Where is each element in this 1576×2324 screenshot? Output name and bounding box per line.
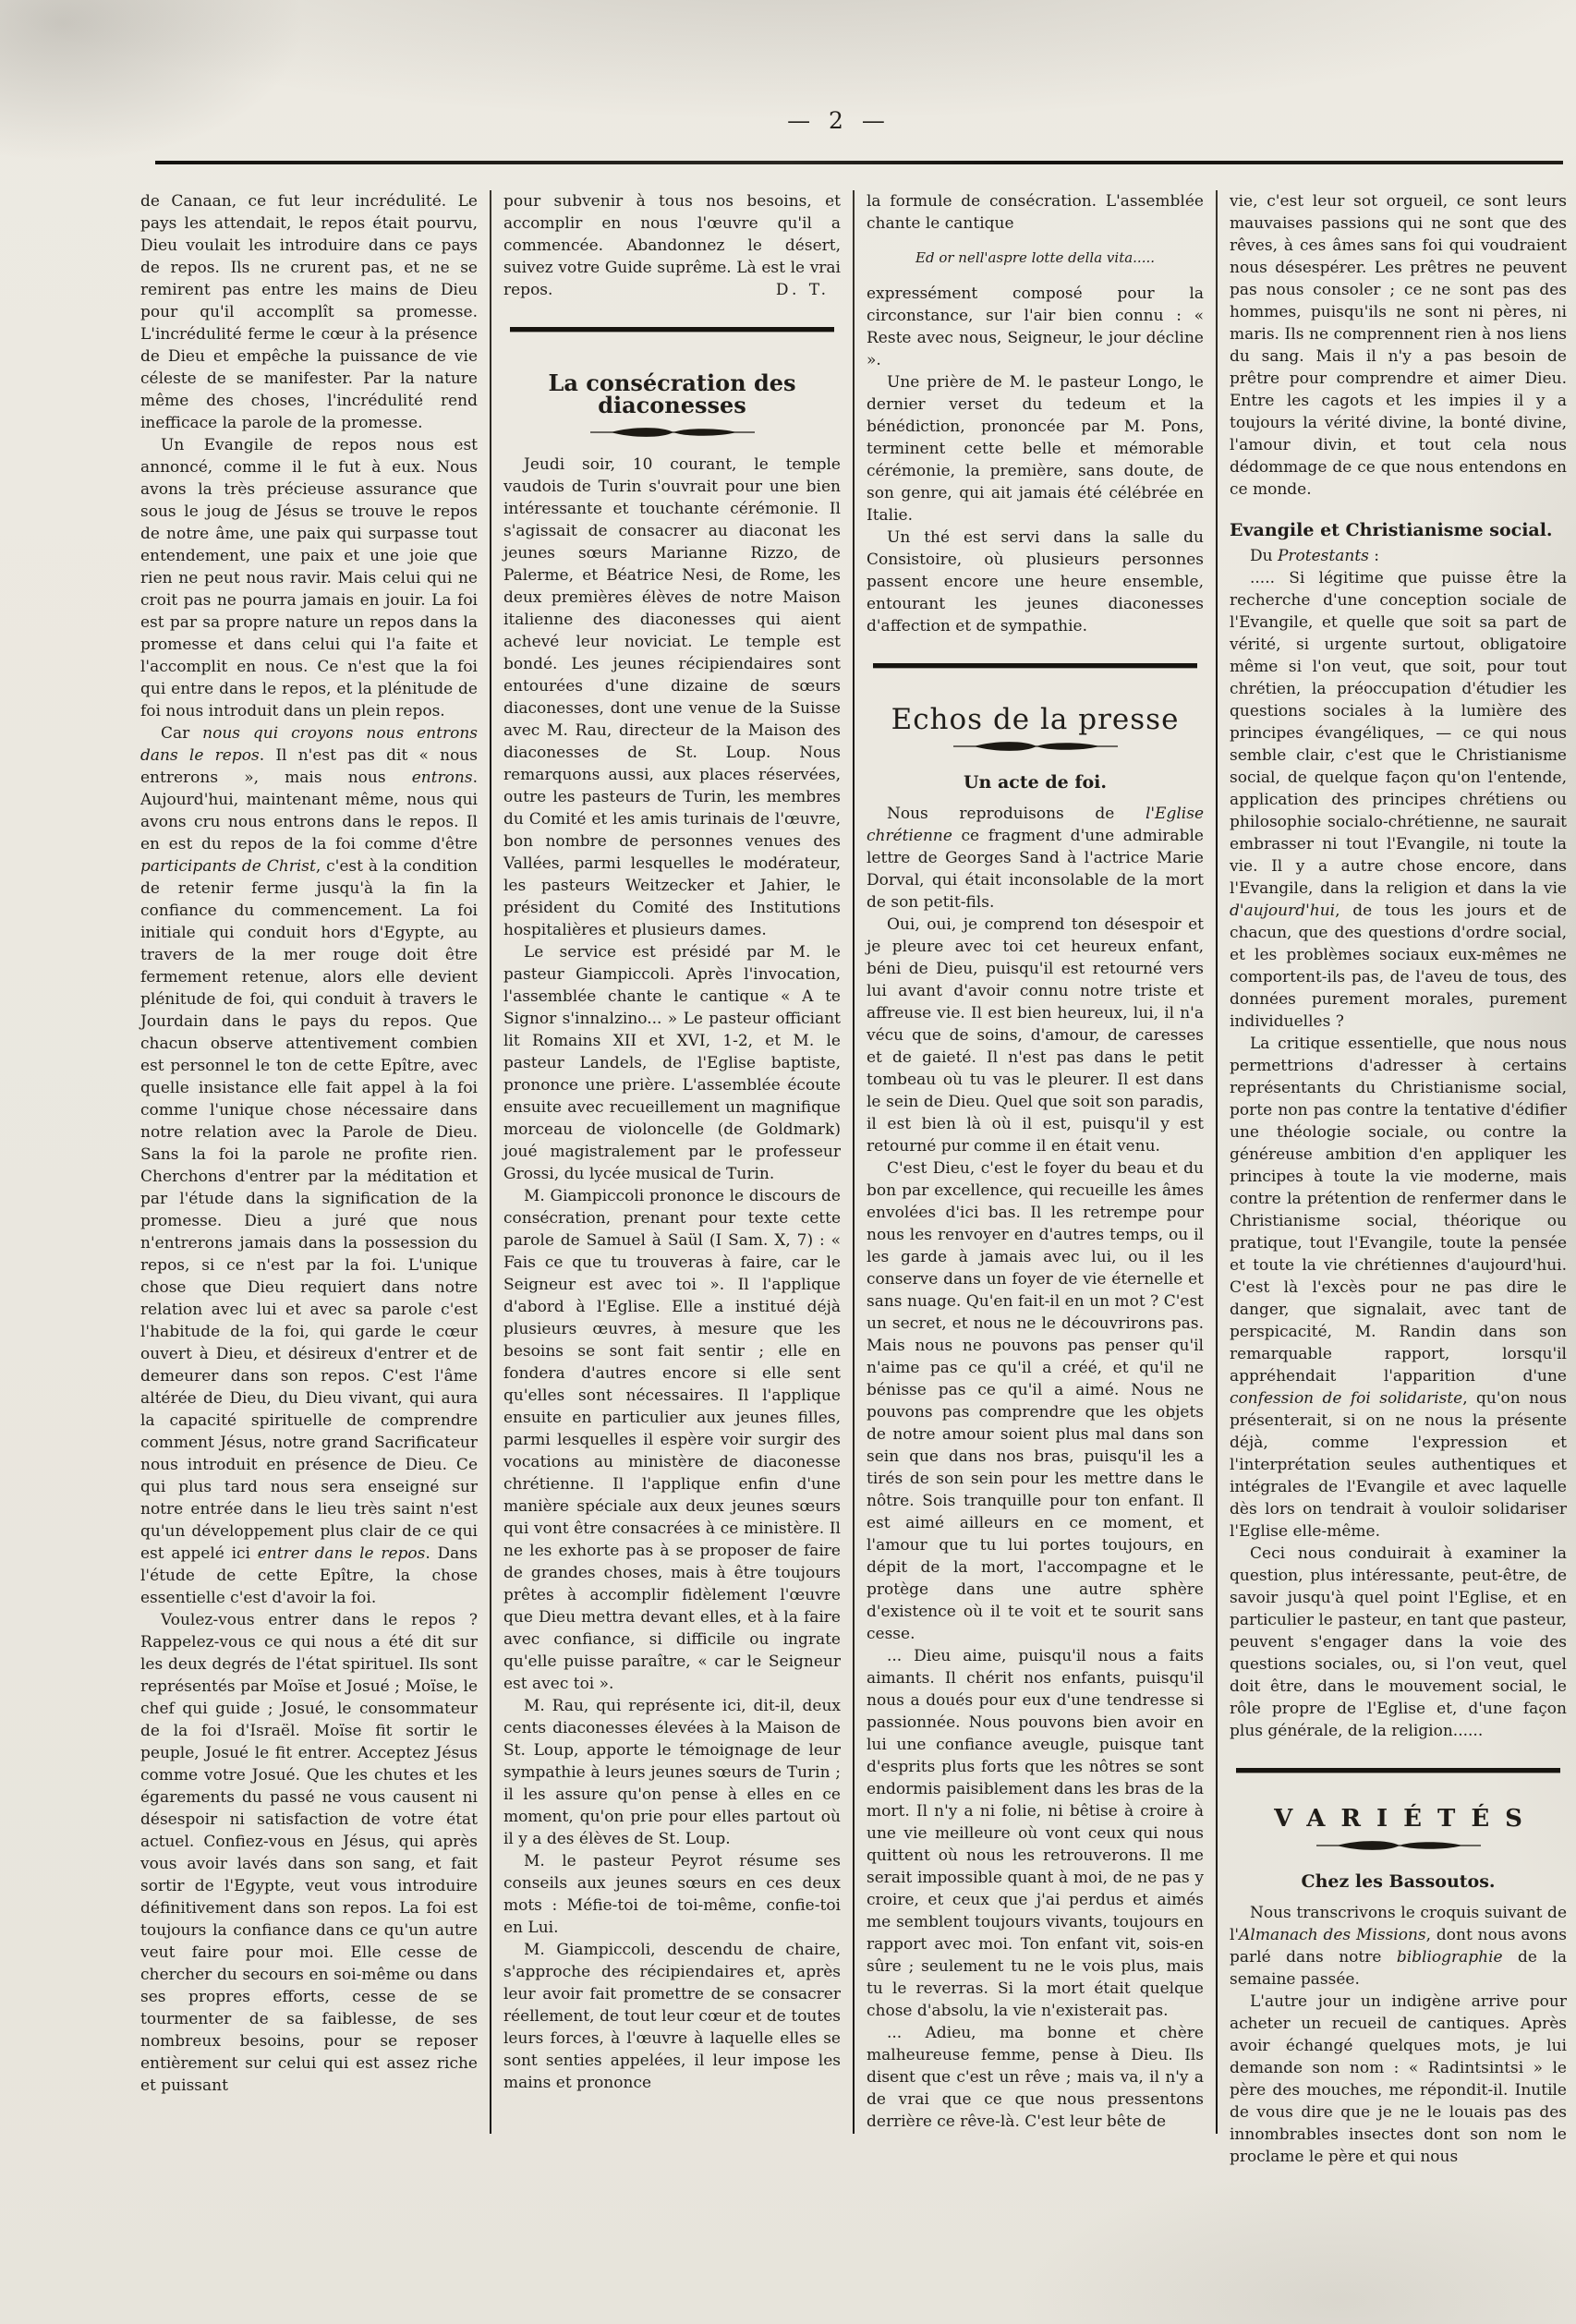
column-4 [1230, 190, 1567, 2168]
paragraph: pour subvenir à tous nos besoins, et accomplir en nous l'œuvre qu'il a commencée. Abandonnez le désert, suivez votre Guide suprême. Là est le vrai repos. [503, 192, 841, 299]
article-subheading: Evangile et Christianisme social. [1230, 520, 1553, 540]
paragraph: Car nous qui croyons nous entrons dans le repos. Il n'est pas dit « nous entrerons », mais nous entrons. Aujourd'hui, maintenant même, nous qui avons cru nous entrons dans le repos. Il en est du repos de la foi comme d'être participants de Christ, c'est à la condition de retenir ferme jusqu'à la fin la confiance du commencement. La foi initiale qui conduit hors d'Egypte, au travers de la mer rouge doit être fermement retenue, alors elle devient plénitude de foi, qui conduit à travers le Jourdain dans le pays du repos. Que chacun observe attentivement combien est personnel le ton de cette Epître, avec quelle insistance elle fait appel à la foi comme l'unique chose nécessaire dans notre relation avec la Parole de Dieu. Sans la foi la parole ne profite rien. Cherchons d'entrer par la méditation et par l'étude dans la signification de la promesse. Dieu a juré que nous n'entrerons jamais dans la possession du repos, si ce n'est par la foi. L'unique chose que Dieu requiert dans notre relation avec lui et avec sa parole c'est l'habitude de la foi, qui garde le cœur ouvert à Dieu, et désireux d'entrer et de demeurer dans son repos. C'est l'âme altérée de Dieu, du Dieu vivant, qui aura la capacité spirituelle de comprendre comment Jésus, notre grand Sacrificateur nous introduit en présence de Dieu. Ce qui plus tard nous sera enseigné sur notre entrée dans le lieu très saint n'est qu'un développement plus clair de ce qui est appelé ici entrer dans le repos. Dans l'étude de cette Epître, la chose essentielle c'est d'avoir la foi. [140, 724, 479, 1607]
column-divider-3 [1216, 190, 1218, 2134]
column-divider-1 [490, 190, 491, 2134]
ornament-divider [503, 426, 841, 439]
paragraph: Un thé est servi dans la salle du Consistoire, où plusieurs personnes passent encore une heure ensemble, entourant les jeunes diaconesses d'affection et de sympathie. [867, 528, 1204, 635]
header-rule [155, 161, 1563, 164]
paragraph: M. Giampiccoli prononce le discours de consécration, prenant pour texte cette parole de Samuel à Saül (I Sam. X, 7) : « Fais ce que tu trouveras à faire, car le Seigneur est avec toi ». Il l'applique d'abord à l'Eglise. Elle a institué déjà plusieurs œuvres, à mesure que les besoins se sont fait sentir ; elle en fondera d'autres encore si elle sent qu'elles sont nécessaires. Il l'applique ensuite en particulier aux jeunes filles, parmi lesquelles il espère voir surgir des vocations au ministère de diaconesse chrétienne. Il l'applique enfin d'une manière spéciale aux deux jeunes sœurs qui vont être consacrées à ce ministère. Il ne les exhorte pas à se proposer de faire de grandes choses, mais à être toujours prêtes à accomplir fidèlement l'œuvre que Dieu mettra devant elles, et à la faire avec confiance, si difficile ou ingrate qu'elle puisse paraître, « car le Seigneur est avec toi ». [503, 1187, 841, 1693]
page-number: — 2 — [787, 107, 891, 134]
columns-container [140, 190, 1567, 2168]
paragraph: vie, c'est leur sot orgueil, ce sont leurs mauvaises passions qui ne sont que des rêves, à ces âmes sans foi qui voudraient nous désespérer. Les prêtres ne peuvent pas nous consoler ; ce ne sont pas des hommes, puisqu'ils ne sont ni pères, ni maris. Ils ne comprennent rien à nos liens du sang. Mais il n'y a pas besoin de prêtre pour comprendre et aimer Dieu. Entre les cagots et les impies il y a toujours la vérité divine, la bonté divine, l'amour divin, et tout cela nous dédommage de ce que nous entendons en ce monde. [1230, 192, 1567, 499]
ornament-icon [948, 740, 1123, 753]
paragraph: M. le pasteur Peyrot résume ses conseils aux jeunes sœurs en ces deux mots : Méfie-toi de toi-même, confie-toi en Lui. [503, 1852, 841, 1937]
paragraph: ..... Si légitime que puisse être la recherche d'une conception sociale de l'Evangile, et quelle que soit sa part de vérité, si urgente surtout, obligatoire même si l'on veut, que soit, pour tout chrétien, la préoccupation d'étudier les questions sociales à la lumière des principes évangéliques, — ce qui nous semble clair, c'est que le Christianisme social, de quelque façon qu'on l'entende, application des principes chrétiens ou philosophie socialo-chrétienne, ne saurait embrasser ni tout l'Evangile, ni toute la vie. Il y a autre chose encore, dans l'Evangile, dans la religion et dans la vie d'aujourd'hui, de tous les jours et de chacun, que des questions d'ordre social, et les problèmes sociaux eux-mêmes ne comportent-ils pas, de l'aveu de tous, des données purement morales, purement individuelles ? [1230, 569, 1567, 1031]
paragraph: Ceci nous conduirait à examiner la question, plus intéressante, peut-être, de savoir jusqu'à quel point l'Eglise, et en particulier le pasteur, en tant que pasteur, peuvent s'engager dans la voie des questions sociales, ou, si l'on veut, quel doit être, dans le mouvement social, le rôle propre de l'Eglise et, d'une façon plus générale, de la religion...... [1230, 1544, 1568, 1740]
column-2 [503, 190, 841, 2094]
paragraph: L'autre jour un indigène arrive pour acheter un recueil de cantiques. Après avoir échangé quelques mots, je lui demande son nom : « Radintsintsi » le père des mouches, me répondit-il. Inutile de vous dire que je ne le louais pas des innombrables insectes dont son nom le proclame le père et qui nous [1230, 1992, 1567, 2166]
paragraph: de Canaan, ce fut leur incrédulité. Le pays les attendait, le repos était pourvu, Dieu voulait les introduire dans ce pays de repos. Ils ne crurent pas, et ne se remirent pas entre les mains de Dieu pour qu'il accomplît sa promesse. L'incrédulité ferme le cœur à la présence de Dieu et empêche la puissance de vie céleste de se manifester. Par la nature même des choses, l'incrédulité rend inefficace la parole de la promesse. [140, 192, 478, 432]
column-divider-2 [853, 190, 855, 2134]
article-subheading: Chez les Bassoutos. [1301, 1871, 1496, 1892]
paragraph: Nous transcrivons le croquis suivant de l'Almanach des Missions, dont nous avons parlé dans notre bibliographie de la semaine passée. [1230, 1904, 1567, 1989]
paragraph: Le service est présidé par M. le pasteur Giampiccoli. Après l'invocation, l'assemblée chante le cantique « A te Signor s'innalzino... » Le pasteur officiant lit Romains XII et XVI, 1-2, et M. le pasteur Landels, de l'Eglise baptiste, prononce une prière. L'assemblée écoute ensuite avec recueillement un magnifique morceau de violoncelle (de Goldmark) joué magistralement par le professeur Grossi, du lycée musical de Turin. [503, 943, 841, 1183]
article-headline: La consécration des diaconesses [548, 369, 796, 418]
article-headline: Echos de la presse [891, 703, 1180, 736]
ornament-divider [1230, 1839, 1567, 1852]
paragraph: C'est Dieu, c'est le foyer du beau et du bon par excellence, qui recueille les âmes envolées d'ici bas. Il les retrempe pour nous les renvoyer en d'autres temps, ou il les garde à jamais avec lui, ou il les conserve dans un foyer de vie éternelle et sans nuage. Qu'en fait-il en un mot ? C'est un secret, et nous ne le découvrirons pas. Mais nous ne pouvons pas penser qu'il n'aime pas ce qu'il a créé, et qu'il ne bénisse pas ce qu'il a aimé. Nous ne pouvons pas comprendre que les objets de notre amour soient plus mal dans son sein que dans nos bras, puisqu'il les a tirés de son sein pour les mettre dans le nôtre. Sois tranquille pour ton enfant. Il est aimé ailleurs en ce moment, et l'amour que tu lui portes toujours, en dépit de la mort, l'accompagne et le protège dans une autre sphère d'existence où il te voit et te sourit sans cesse. [867, 1159, 1204, 1643]
paragraph: la formule de consécration. L'assemblée chante le cantique [867, 192, 1204, 233]
section-divider-rule [1236, 1768, 1559, 1773]
hymn-line: Ed or nell'aspre lotte della vita..... [915, 249, 1155, 266]
paragraph: Nous reproduisons de l'Eglise chrétienne ce fragment d'une admirable lettre de Georges Sand à l'actrice Marie Dorval, qui était inconsolable de la mort de son petit-fils. [867, 805, 1204, 912]
paragraph: expressément composé pour la circonstance, sur l'air bien connu : « Reste avec nous, Seigneur, le jour décline ». [867, 284, 1204, 369]
section-divider-rule [510, 327, 833, 332]
paragraph: Voulez-vous entrer dans le repos ? Rappelez-vous ce qui nous a été dit sur les deux degrés de l'état spirituel. Ils sont représentés par Moïse et Josué ; Moïse, le chef qui guide ; Josué, le consommateur de la foi d'Israël. Moïse fit sortir le peuple, Josué le fit entrer. Acceptez Jésus comme votre Josué. Que les chutes et les égarements du passé ne vous causent ni désespoir ni satisfaction de votre état actuel. Confiez-vous en Jésus, qui après vous avoir lavés dans son sang, et fait sortir de l'Egypte, veut vous introduire définitivement dans son repos. La foi est toujours la confiance dans ce qu'un autre veut faire pour moi. Elle cesse de chercher du secours en soi-même ou dans ses propres efforts, cesse de se tourmenter de sa faiblesse, de ses nombreux besoins, pour se reposer entièrement sur celui qui est assez riche et puissant [140, 1611, 478, 2095]
ornament-divider [867, 740, 1204, 753]
paragraph: Du Protestants : [1250, 547, 1380, 565]
paragraph: La critique essentielle, que nous nous permettrions d'adresser à certains représentants du Christianisme social, porte non pas contre la tentative d'édifier une théologie sociale, ou contre la généreuse ambition d'en appliquer les principes à toute la vie moderne, mais contre la prétention de renfermer dans le Christianisme social, théorique ou pratique, tout l'Evangile, toute la pensée et toute la vie chrétiennes d'aujourd'hui. C'est là l'excès pour ne pas dire le danger, que signalait, avec tant de perspicacité, M. Randin dans son remarquable rapport, lorsqu'il appréhendait l'apparition d'une confession de foi solidariste, qu'on nous présenterait, si on ne nous la présente déjà, comme l'expression et l'interprétation seules authentiques et intégrales de l'Evangile et avec laquelle dès lors on tendrait à vouloir solidariser l'Eglise elle-même. [1230, 1035, 1567, 1541]
column-3 [867, 190, 1204, 2133]
section-divider-rule [873, 663, 1196, 668]
paragraph: M. Rau, qui représente ici, dit-il, deux cents diaconesses élevées à la Maison de St. Loup, apporte le témoignage de leur sympathie à leurs jeunes sœurs de Turin ; il les assure qu'on pense à elles en ce moment, qu'on prie pour elles partout où il y a des élèves de St. Loup. [503, 1697, 841, 1848]
paragraph: Jeudi soir, 10 courant, le temple vaudois de Turin s'ouvrait pour une bien intéressante et touchante cérémonie. Il s'agissait de consacrer au diaconat les jeunes sœurs Marianne Rizzo, de Palerme, et Béatrice Nesi, de Rome, les deux premières élèves de notre Maison italienne des diaconesses qui aient achevé leur noviciat. Le temple est bondé. Les jeunes récipiendaires sont entourées d'une dizaine de sœurs diaconesses, dont une venue de la Suisse avec M. Rau, directeur de la Maison des diaconesses de St. Loup. Nous remarquons aussi, aux places réservées, outre les pasteurs de Turin, les membres du Comité et les amis turinais de l'œuvre, bon nombre de personnes venues des Vallées, parmi lesquelles le modérateur, les pasteurs Weitzecker et Jahier, le président du Comité des Institutions hospitalières et plusieurs dames. [503, 455, 841, 939]
author-initials: D. T. [775, 281, 830, 299]
paragraph: ... Dieu aime, puisqu'il nous a faits aimants. Il chérit nos enfants, puisqu'il nous a doués pour eux d'une tendresse si passionnée. Nous pouvons bien avoir en lui une confiance aveugle, puisque tant d'esprits plus forts que les nôtres se sont endormis paisiblement dans les bras de la mort. Il n'y a ni folie, ni bêtise à croire à une vie meilleure où vont ceux qui nous quittent où nous les retrouverons. Il me serait impossible quant à moi, de ne pas y croire, et ceux que j'ai perdus et aimés me semblent toujours vivants, toujours en rapport avec moi. Ton enfant vit, sois-en sûre ; seulement tu ne le vois plus, mais tu le reverras. Si la mort était quelque chose d'absolu, la vie n'existerait pas. [867, 1647, 1204, 2020]
ornament-icon [1311, 1839, 1486, 1852]
paragraph: M. Giampiccoli, descendu de chaire, s'approche des récipiendaires et, après leur avoir fait promettre de se consacrer réellement, de tout leur cœur et de toutes leurs forces, à l'œuvre à laquelle elles se sont senties appelées, il leur impose les mains et prononce [503, 1941, 841, 2092]
column-1 [140, 190, 478, 2097]
paragraph: Oui, oui, je comprend ton désespoir et je pleure avec toi cet heureux enfant, béni de Dieu, puisqu'il est retourné vers lui avant d'avoir connu notre triste et affreuse vie. Il est bien heureux, lui, il n'a vécu que de soins, d'amour, de caresses et de gaieté. Il n'est pas dans le petit tombeau où tu vas le pleurer. Il est dans le sein de Dieu. Quel que soit son paradis, il est bien là où il est, puisqu'il y est retourné pur comme il en était venu. [867, 915, 1204, 1156]
paragraph: ... Adieu, ma bonne et chère malheureuse femme, pense à Dieu. Ils disent que c'est un rêve ; mais va, il n'y a de vrai que ce que nous pressentons derrière ce rêve-là. C'est leur bête de [867, 2024, 1204, 2131]
section-headline: VARIÉTÉS [1274, 1805, 1538, 1833]
ornament-icon [585, 426, 760, 439]
paragraph: Une prière de M. le pasteur Longo, le dernier verset du tedeum et la bénédiction, prononcée par M. Pons, terminent cette belle et mémorable cérémonie, la première, sans doute, de son genre, qui ait jamais été célébrée en Italie. [867, 373, 1204, 525]
paragraph: Un Evangile de repos nous est annoncé, comme il le fut à eux. Nous avons la très précieuse assurance que sous le joug de Jésus se trouve le repos de notre âme, une paix qui surpasse tout entendement, une paix et une joie que rien ne peut nous ravir. Mais celui qui ne croit pas ne pourra jamais en jouir. La foi est par sa propre nature un repos dans la promesse et dans celui qui l'a faite et l'accomplit en nous. Ce n'est que la foi qui entre dans le repos, et la plénitude de foi nous introduit dans un plein repos. [140, 436, 478, 720]
article-subheading: Un acte de foi. [963, 772, 1108, 793]
